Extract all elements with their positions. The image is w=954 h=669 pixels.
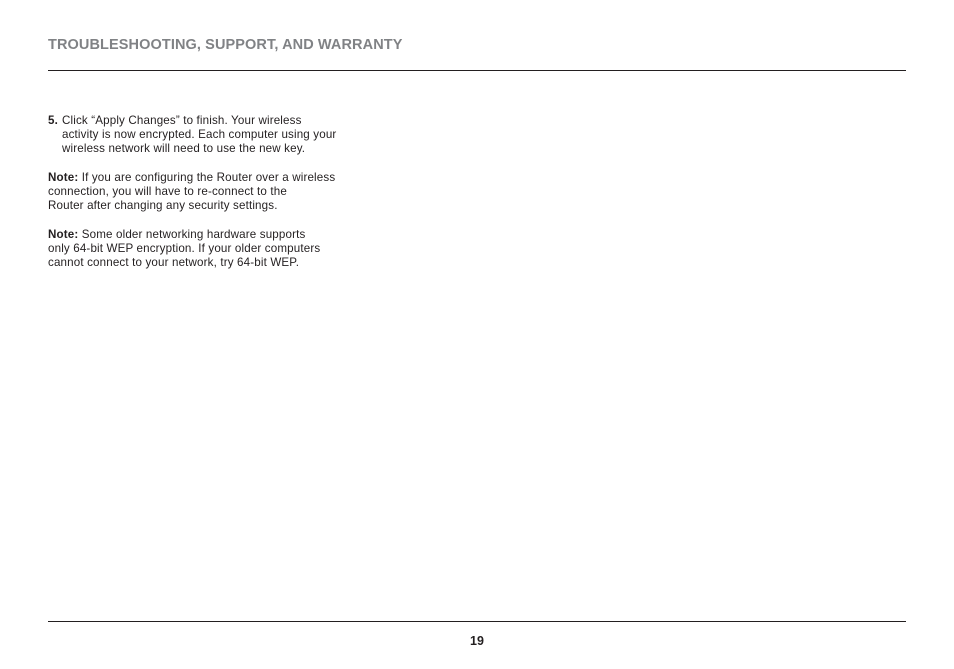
footer-divider	[48, 621, 906, 622]
note-text: If you are configuring the Router over a wireless	[78, 170, 336, 184]
note-label: Note:	[48, 170, 79, 184]
note-text-line: only 64-bit WEP encryption. If your older computers	[48, 241, 321, 255]
page-number: 19	[470, 634, 484, 648]
note-label: Note:	[48, 227, 79, 241]
header-divider	[48, 70, 906, 71]
step-text-line: Click “Apply Changes” to finish. Your wireless	[62, 114, 302, 127]
step-number: 5.	[48, 114, 58, 127]
step-text-line: activity is now encrypted. Each computer using your	[62, 128, 337, 142]
note-text-line: cannot connect to your network, try 64-bit WEP.	[48, 256, 300, 269]
note-wep	[48, 228, 388, 271]
note-reconnect	[48, 171, 388, 214]
step-text-line: wireless network will need to use the new key.	[62, 142, 306, 156]
note-text: Some older networking hardware supports	[78, 227, 306, 241]
section-header: TROUBLESHOOTING, SUPPORT, AND WARRANTY	[48, 37, 403, 53]
note-text-line: connection, you will have to re-connect to the	[48, 185, 287, 198]
note-text-line: Router after changing any security settings.	[48, 199, 278, 213]
step-5	[48, 114, 388, 157]
body-copy	[48, 114, 388, 284]
